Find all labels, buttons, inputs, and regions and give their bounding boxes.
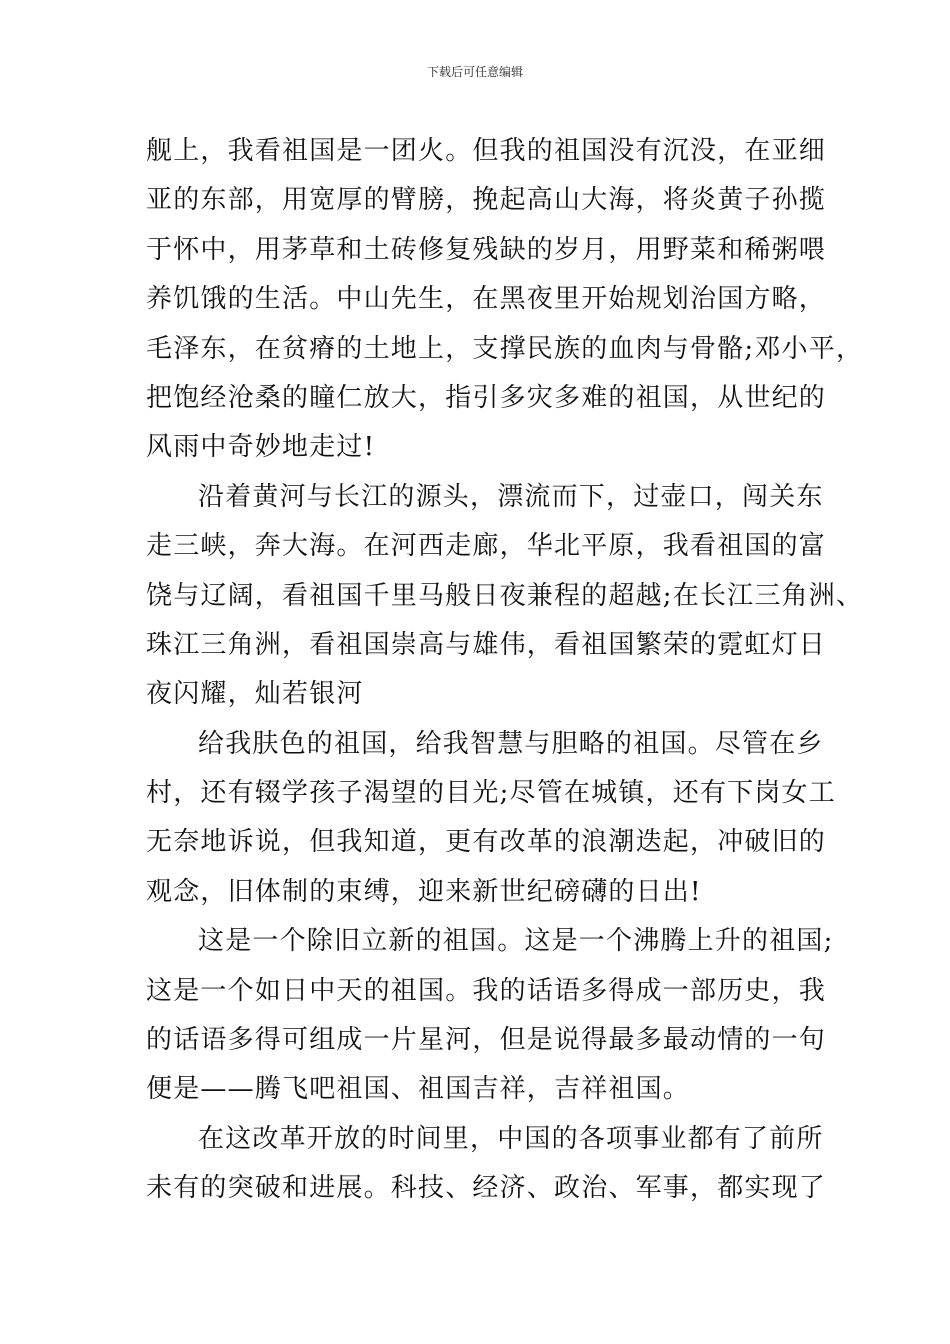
text-line: 无奈地诉说，但我知道，更有改革的浪潮迭起，冲破旧的 bbox=[146, 827, 827, 858]
text-line: 把饱经沧桑的瞳仁放大，指引多灾多难的祖国，从世纪的 bbox=[146, 382, 827, 413]
text-line: 的话语多得可组成一片星河，但是说得最多最动情的一句 bbox=[146, 1025, 827, 1056]
text-line: 观念，旧体制的束缚，迎来新世纪磅礴的日出! bbox=[146, 876, 702, 907]
text-line: 亚的东部，用宽厚的臂膀，挽起高山大海，将炎黄子孙揽 bbox=[146, 185, 827, 216]
text-line: 毛泽东，在贫瘠的土地上，支撑民族的血肉与骨骼;邓小平， bbox=[146, 333, 864, 364]
text-line: 风雨中奇妙地走过! bbox=[146, 432, 376, 463]
text-line: 便是——腾飞吧祖国、祖国吉祥，吉祥祖国。 bbox=[146, 1074, 691, 1105]
text-line: 在这改革开放的时间里，中国的各项事业都有了前所 bbox=[198, 1123, 824, 1154]
text-line: 养饥饿的生活。中山先生，在黑夜里开始规划治国方略， bbox=[146, 284, 827, 315]
text-line: 村，还有辍学孩子渴望的目光;尽管在城镇，还有下岗女工 bbox=[146, 778, 836, 809]
text-line: 这是一个如日中天的祖国。我的话语多得成一部历史，我 bbox=[146, 975, 827, 1006]
text-line: 未有的突破和进展。科技、经济、政治、军事，都实现了 bbox=[146, 1173, 827, 1204]
text-line: 饶与辽阔，看祖国千里马般日夜兼程的超越;在长江三角洲、 bbox=[146, 580, 864, 611]
text-line: 沿着黄河与长江的源头，漂流而下，过壶口，闯关东 bbox=[198, 481, 824, 512]
text-line: 给我肤色的祖国，给我智慧与胆略的祖国。尽管在乡 bbox=[198, 728, 824, 759]
text-line: 珠江三角洲，看祖国崇高与雄伟，看祖国繁荣的霓虹灯日 bbox=[146, 629, 827, 660]
document-body bbox=[146, 127, 864, 1214]
page-header-note: 下载后可任意编辑 bbox=[426, 65, 523, 79]
text-line: 舰上，我看祖国是一团火。但我的祖国没有沉没，在亚细 bbox=[146, 136, 827, 166]
text-line: 于怀中，用茅草和土砖修复残缺的岁月，用野菜和稀粥喂 bbox=[146, 234, 827, 265]
text-line: 夜闪耀，灿若银河 bbox=[146, 679, 364, 710]
text-line: 这是一个除旧立新的祖国。这是一个沸腾上升的祖国; bbox=[198, 926, 834, 957]
text-line: 走三峡，奔大海。在河西走廊，华北平原，我看祖国的富 bbox=[146, 531, 827, 562]
